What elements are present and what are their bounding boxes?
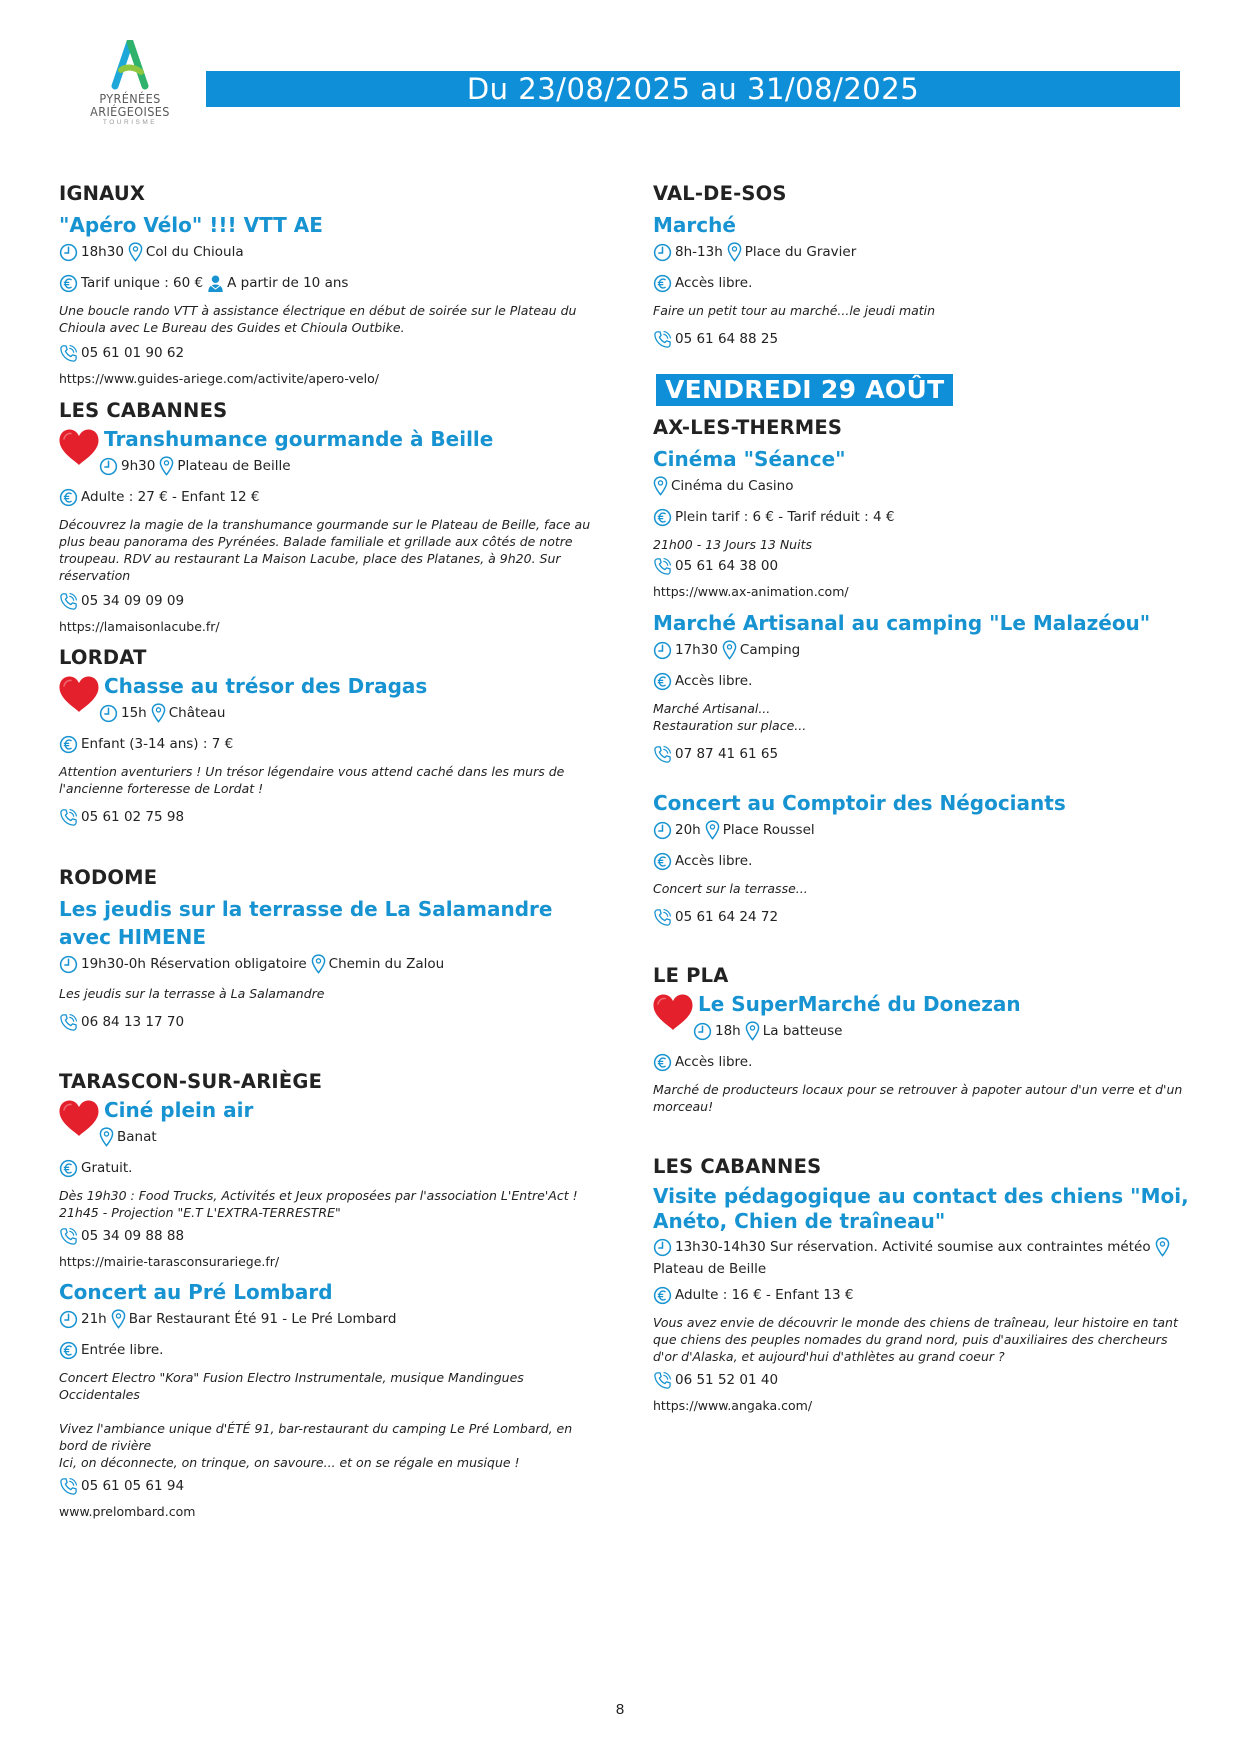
location-pin-icon xyxy=(705,820,720,840)
event-price: Gratuit. xyxy=(81,1160,133,1176)
person-icon xyxy=(207,274,224,293)
event-description: Marché Artisanal... Restauration sur place... xyxy=(653,701,807,733)
day-heading-banner: VENDREDI 29 AOÛT xyxy=(656,374,953,406)
phone-icon xyxy=(653,330,672,349)
event-title: Le SuperMarché du Donezan xyxy=(698,992,1021,1016)
event-time: 21h xyxy=(81,1311,107,1327)
location-pin-icon xyxy=(159,456,174,476)
location-pin-icon xyxy=(722,640,737,660)
heart-icon xyxy=(651,992,695,1032)
town-heading: TARASCON-SUR-ARIÈGE xyxy=(59,1070,323,1093)
event-title: Concert au Comptoir des Négociants xyxy=(653,791,1066,815)
town-heading: LES CABANNES xyxy=(653,1155,822,1178)
phone-icon xyxy=(59,1227,78,1246)
phone-icon xyxy=(653,745,672,764)
location-pin-icon xyxy=(151,703,166,723)
event-url[interactable]: https://www.ax-animation.com/ xyxy=(653,584,849,599)
event-place: Camping xyxy=(739,642,801,658)
euro-icon xyxy=(653,852,672,871)
clock-icon xyxy=(59,1310,78,1329)
event-title: "Apéro Vélo" !!! VTT AE xyxy=(59,213,323,237)
event-phone[interactable]: 05 61 64 88 25 xyxy=(675,331,779,347)
event-place: Col du Chioula xyxy=(145,244,244,260)
event-price: Entrée libre. xyxy=(81,1342,164,1358)
heart-icon xyxy=(57,1098,101,1138)
town-heading: VAL-DE-SOS xyxy=(653,182,787,205)
event-description: Dès 19h30 : Food Trucks, Activités et Jeux proposées par l'association L'Entre'Act ! 21h45 - Projection "E.T L'EXTRA-TERRESTRE" xyxy=(59,1188,578,1220)
right-column xyxy=(653,180,1193,1415)
event-price: Enfant (3-14 ans) : 7 € xyxy=(81,736,234,752)
event-block xyxy=(653,609,1193,765)
event-description: Les jeudis sur la terrasse à La Salamandre xyxy=(59,986,325,1001)
event-phone[interactable]: 05 61 64 24 72 xyxy=(675,909,779,925)
event-place: Cinéma du Casino xyxy=(671,478,794,494)
event-title: Marché Artisanal au camping "Le Malazéou" xyxy=(653,611,1151,635)
event-url[interactable]: https://mairie-tarasconsurariege.fr/ xyxy=(59,1254,280,1269)
event-block xyxy=(653,180,1193,350)
event-price: Accès libre. xyxy=(675,275,753,291)
town-heading: LORDAT xyxy=(59,646,147,669)
town-heading: RODOME xyxy=(59,866,158,889)
event-time: 9h30 xyxy=(121,458,156,474)
event-price: Plein tarif : 6 € - Tarif réduit : 4 € xyxy=(675,509,895,525)
event-title: Chasse au trésor des Dragas xyxy=(104,674,428,698)
event-time: 19h30-0h Réservation obligatoire xyxy=(81,956,307,972)
heart-icon xyxy=(57,674,101,714)
town-heading: LE PLA xyxy=(653,964,729,987)
left-column xyxy=(59,180,604,1521)
clock-icon xyxy=(693,1022,712,1041)
event-age: A partir de 10 ans xyxy=(227,275,349,291)
event-phone[interactable]: 05 61 02 75 98 xyxy=(81,809,185,825)
location-pin-icon xyxy=(128,242,143,262)
location-pin-icon xyxy=(99,1127,114,1147)
event-block xyxy=(59,1278,604,1521)
clock-icon xyxy=(59,955,78,974)
event-phone[interactable]: 05 61 01 90 62 xyxy=(81,345,185,361)
event-place: Château xyxy=(168,705,226,721)
event-phone[interactable]: 05 61 05 61 94 xyxy=(81,1478,185,1494)
event-title: Concert au Pré Lombard xyxy=(59,1280,333,1304)
event-url[interactable]: https://www.angaka.com/ xyxy=(653,1398,813,1413)
phone-icon xyxy=(59,1477,78,1496)
event-price: Accès libre. xyxy=(675,1054,753,1070)
event-place: Banat xyxy=(117,1129,157,1145)
event-price: Accès libre. xyxy=(675,673,753,689)
event-title: Transhumance gourmande à Beille xyxy=(104,427,494,451)
euro-icon xyxy=(653,672,672,691)
event-time: 20h xyxy=(675,822,701,838)
event-title: Marché xyxy=(653,213,736,237)
logo-line-2: ARIÉGEOISES xyxy=(90,104,170,119)
event-title: Cinéma "Séance" xyxy=(653,447,846,471)
phone-icon xyxy=(653,557,672,576)
event-phone[interactable]: 07 87 41 61 65 xyxy=(675,746,779,762)
event-description: Concert Electro "Kora" Fusion Electro Instrumentale, musique Mandingues Occidentales xyxy=(59,1370,524,1402)
location-pin-icon xyxy=(111,1309,126,1329)
phone-icon xyxy=(59,344,78,363)
event-time: 15h xyxy=(121,705,147,721)
heart-icon xyxy=(57,427,101,467)
event-title: Ciné plein air xyxy=(104,1098,254,1122)
event-place: La batteuse xyxy=(762,1023,843,1039)
phone-icon xyxy=(653,1371,672,1390)
event-description-2: Vivez l'ambiance unique d'ÉTÉ 91, bar-restaurant du camping Le Pré Lombard, en bord de rivière Ici, on déconnecte, on trinque, on savoure... et on se régale en musique ! xyxy=(59,1421,573,1470)
event-place: Place Roussel xyxy=(722,822,815,838)
event-price: Tarif unique : 60 € xyxy=(81,275,204,291)
event-title: Visite pédagogique au contact des chiens "Moi, Anéto, Chien de traîneau" xyxy=(653,1184,1189,1233)
event-time: 18h xyxy=(715,1023,741,1039)
event-place: Bar Restaurant Été 91 - Le Pré Lombard xyxy=(128,1311,397,1327)
phone-icon xyxy=(59,808,78,827)
event-place: Plateau de Beille xyxy=(177,458,291,474)
event-phone[interactable]: 06 51 52 01 40 xyxy=(675,1372,779,1388)
town-heading: LES CABANNES xyxy=(59,399,228,422)
event-place: Chemin du Zalou xyxy=(328,956,445,972)
event-block xyxy=(653,962,1193,1115)
town-heading: AX-LES-THERMES xyxy=(653,416,843,439)
euro-icon xyxy=(59,735,78,754)
clock-icon xyxy=(653,641,672,660)
phone-icon xyxy=(653,908,672,927)
event-description: Attention aventuriers ! Un trésor légendaire vous attend caché dans les murs de l'ancienne forteresse de Lordat ! xyxy=(59,764,565,796)
clock-icon xyxy=(653,1238,672,1257)
event-block xyxy=(59,644,604,828)
event-time: 13h30-14h30 Sur réservation. Activité soumise aux contraintes météo xyxy=(675,1239,1151,1255)
event-url[interactable]: https://www.guides-ariege.com/activite/apero-velo/ xyxy=(59,371,379,386)
location-pin-icon xyxy=(745,1021,760,1041)
location-pin-icon xyxy=(727,242,742,262)
event-time: 8h-13h xyxy=(675,244,723,260)
clock-icon xyxy=(59,243,78,262)
logo-line-1: PYRÉNÉES xyxy=(99,91,161,106)
location-pin-icon xyxy=(1155,1237,1170,1257)
event-url[interactable]: www.prelombard.com xyxy=(59,1504,196,1519)
page-number: 8 xyxy=(615,1701,625,1718)
event-block xyxy=(653,789,1193,928)
location-pin-icon xyxy=(311,954,326,974)
event-time: 18h30 xyxy=(81,244,124,260)
euro-icon xyxy=(59,488,78,507)
event-description: Une boucle rando VTT à assistance électrique en début de soirée sur le Plateau du Chioula avec Le Bureau des Guides et Chioula Outbike. xyxy=(59,303,577,335)
event-place: Place du Gravier xyxy=(744,244,857,260)
event-phone[interactable]: 05 34 09 09 09 xyxy=(81,593,185,609)
town-heading: IGNAUX xyxy=(59,182,146,205)
phone-icon xyxy=(59,1013,78,1032)
date-range-banner: Du 23/08/2025 au 31/08/2025 xyxy=(206,71,1180,107)
event-block xyxy=(653,1153,1193,1415)
event-description: Concert sur la terrasse... xyxy=(653,881,808,896)
euro-icon xyxy=(653,508,672,527)
clock-icon xyxy=(653,243,672,262)
event-title: Les jeudis sur la terrasse de La Salamandre avec HIMENE xyxy=(59,897,553,949)
event-price: Accès libre. xyxy=(675,853,753,869)
event-description: 21h00 - 13 Jours 13 Nuits xyxy=(653,537,812,552)
event-price: Adulte : 27 € - Enfant 12 € xyxy=(81,489,260,505)
event-block xyxy=(59,864,604,1033)
logo-line-3: TOURISME xyxy=(102,119,158,126)
euro-icon xyxy=(59,274,78,293)
euro-icon xyxy=(59,1341,78,1360)
event-description: Vous avez envie de découvrir le monde des chiens de traîneau, leur histoire en tant que chiens des peuples nomades du grand nord, puis d'auxiliaires des chercheurs d'or d'Alaska, et aujourd'hui d'athlètes au grand coeur ? xyxy=(653,1315,1178,1364)
event-place: Plateau de Beille xyxy=(653,1261,767,1277)
clock-icon xyxy=(99,704,118,723)
clock-icon xyxy=(99,457,118,476)
euro-icon xyxy=(653,1053,672,1072)
event-phone[interactable]: 05 34 09 88 88 xyxy=(81,1228,185,1244)
phone-icon xyxy=(59,592,78,611)
location-pin-icon xyxy=(653,476,668,496)
logo-mark-icon xyxy=(109,40,151,92)
event-block xyxy=(59,1068,604,1271)
event-time: 17h30 xyxy=(675,642,718,658)
event-description: Découvrez la magie de la transhumance gourmande sur le Plateau de Beille, face au plus beau panorama des Pyrénées. Balade familiale et grillade aux côtés de notre troupeau. RDV au restaurant La Maison Lacube, place des Platanes, à 9h20. Sur réservation xyxy=(59,517,591,583)
euro-icon xyxy=(653,274,672,293)
event-phone[interactable]: 05 61 64 38 00 xyxy=(675,558,779,574)
event-block xyxy=(653,414,1193,601)
event-url[interactable]: https://lamaisonlacube.fr/ xyxy=(59,619,220,634)
event-block xyxy=(59,397,604,636)
euro-icon xyxy=(59,1159,78,1178)
event-description: Faire un petit tour au marché...le jeudi matin xyxy=(653,303,936,318)
event-phone[interactable]: 06 84 13 17 70 xyxy=(81,1014,185,1030)
event-price: Adulte : 16 € - Enfant 13 € xyxy=(675,1287,854,1303)
clock-icon xyxy=(653,821,672,840)
brand-logo xyxy=(70,40,190,128)
event-description: Marché de producteurs locaux pour se retrouver à papoter autour d'un verre et d'un morceau! xyxy=(653,1082,1183,1114)
event-block xyxy=(59,180,604,388)
euro-icon xyxy=(653,1286,672,1305)
